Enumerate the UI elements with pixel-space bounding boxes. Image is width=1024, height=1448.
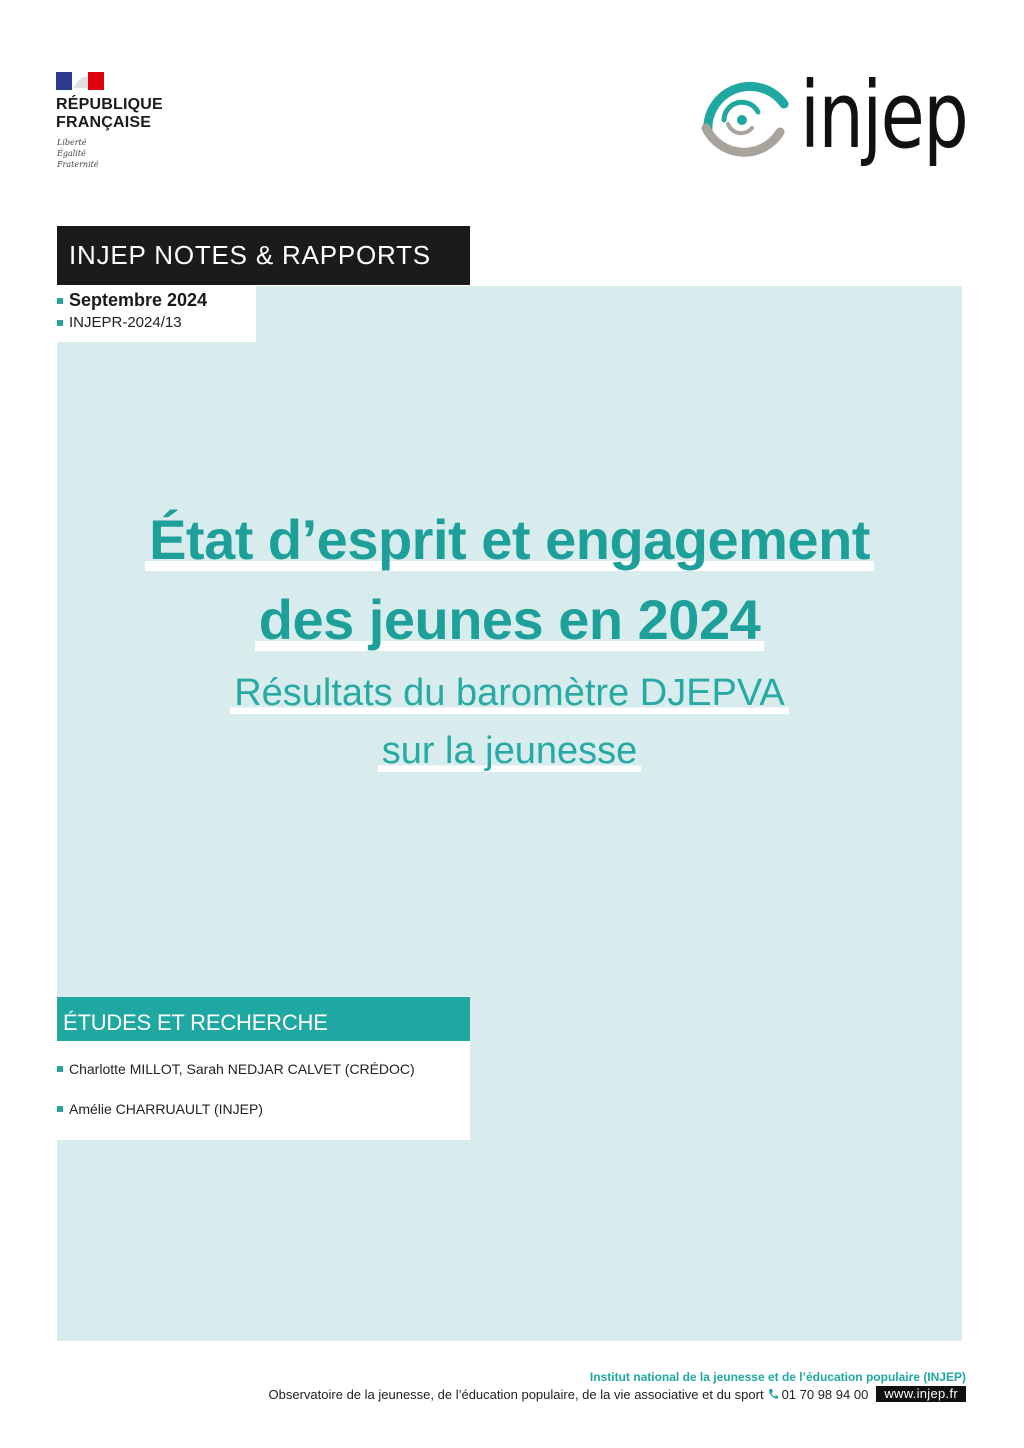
phone-icon	[768, 1388, 778, 1400]
publication-meta	[57, 285, 256, 342]
author-item	[57, 1101, 263, 1117]
footer-contact	[269, 1386, 966, 1402]
republic-motto	[57, 137, 99, 170]
bullet-icon	[57, 1066, 63, 1072]
bullet-icon	[57, 298, 63, 304]
injep-logo-icon	[694, 70, 804, 170]
report-title	[57, 500, 962, 660]
motto-liberte: Liberté	[57, 138, 87, 147]
publication-date	[57, 290, 207, 311]
author-text: Amélie CHARRUAULT (INJEP)	[69, 1101, 263, 1117]
bullet-icon	[57, 1106, 63, 1112]
motto-fraternite: Fraternité	[57, 160, 99, 169]
francaise-line: FRANÇAISE	[56, 114, 152, 131]
title-line-2: des jeunes en 2024	[255, 588, 765, 651]
bullet-icon	[57, 320, 63, 326]
title-line-1: État d’esprit et engagement	[145, 508, 874, 571]
series-banner: INJEP NOTES & RAPPORTS	[57, 226, 470, 285]
author-item	[57, 1061, 415, 1077]
report-subtitle	[57, 664, 962, 780]
marianne-flag-icon	[56, 72, 104, 90]
reference-text: INJEPR-2024/13	[69, 314, 182, 331]
subtitle-line-2: sur la jeunesse	[378, 730, 642, 772]
footer-phone: 01 70 98 94 00	[781, 1386, 869, 1402]
author-text: Charlotte MILLOT, Sarah NEDJAR CALVET (CRÉDOC)	[69, 1061, 415, 1077]
injep-wordmark: injep	[800, 62, 968, 169]
cover-panel	[57, 286, 962, 1341]
motto-egalite: Égalité	[57, 149, 86, 158]
footer-website-link[interactable]: www.injep.fr	[876, 1386, 966, 1402]
footer-institute: Institut national de la jeunesse et de l’éducation populaire (INJEP)	[589, 1370, 966, 1384]
authors-list	[57, 1041, 470, 1140]
footer-observatory: Observatoire de la jeunesse, de l’éducation populaire, de la vie associative et du sport	[268, 1386, 764, 1402]
subtitle-line-1: Résultats du baromètre DJEPVA	[230, 672, 789, 714]
publication-reference	[57, 314, 182, 331]
section-banner: ÉTUDES ET RECHERCHE	[57, 997, 470, 1041]
republique-line: RÉPUBLIQUE	[56, 96, 163, 113]
date-text: Septembre 2024	[69, 290, 208, 310]
republique-francaise-title	[56, 96, 163, 132]
